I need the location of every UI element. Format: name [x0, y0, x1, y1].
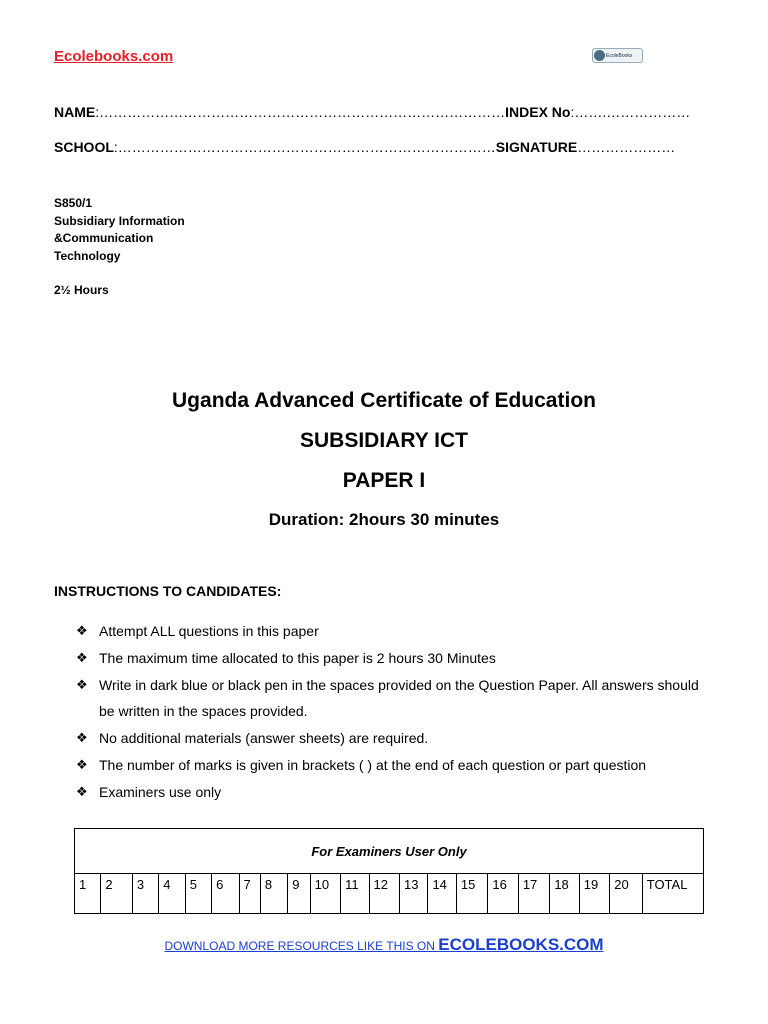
instruction-text: Write in dark blue or black pen in the spaces provided on the Question Paper. All answers should be written in the spaces provided. [99, 676, 699, 720]
instruction-item [76, 645, 716, 672]
paper-title: PAPER I [342, 469, 426, 492]
question-cell[interactable]: 20 [610, 874, 643, 914]
paper-subject-line-3: Technology [54, 248, 121, 263]
brand-link[interactable]: Ecolebooks.com [54, 48, 174, 65]
question-cell[interactable]: 19 [579, 874, 609, 914]
question-cell[interactable]: 17 [518, 874, 549, 914]
exam-title: Uganda Advanced Certificate of Education [172, 389, 596, 412]
question-cell[interactable]: 10 [310, 874, 340, 914]
instruction-item [76, 725, 716, 752]
instruction-text: Examiners use only [99, 783, 222, 800]
question-cell[interactable]: 18 [550, 874, 579, 914]
name-label: NAME [54, 104, 96, 120]
index-label: INDEX No [505, 104, 571, 120]
school-label: SCHOOL [54, 139, 114, 155]
school-field[interactable]: :……………………………………………………………………… [113, 139, 496, 155]
question-cell[interactable]: 15 [456, 874, 487, 914]
paper-code: S850/1 [54, 196, 93, 210]
examiners-caption: For Examiners User Only [75, 829, 704, 874]
ecolebooks-logo [592, 48, 643, 63]
bullet-icon: ❖ [76, 676, 88, 692]
bullet-icon: ❖ [76, 756, 88, 772]
subject-title: SUBSIDIARY ICT [299, 429, 469, 452]
bullet-icon: ❖ [76, 730, 88, 746]
question-cell[interactable]: 11 [341, 874, 369, 914]
logo-icon [594, 50, 605, 61]
instruction-text: Attempt ALL questions in this paper [99, 623, 319, 639]
name-field[interactable]: :…………………………………………………………………………… [95, 104, 506, 120]
footer-site: ECOLEBOOKS.COM [438, 935, 604, 954]
paper-subject-line-1: Subsidiary Information [54, 213, 185, 228]
question-cell[interactable]: 16 [488, 874, 518, 914]
name-index-row [54, 104, 720, 120]
paper-subject-line-2: &Communication [54, 231, 154, 245]
bullet-icon: ❖ [76, 783, 88, 799]
duration-title: Duration: 2hours 30 minutes [268, 510, 500, 529]
question-cell[interactable]: 9 [288, 874, 310, 914]
question-cell[interactable]: 5 [185, 874, 211, 914]
footer-download-link[interactable] [0, 935, 768, 955]
logo-label: EcoleBooks [606, 52, 633, 59]
question-cell[interactable]: 12 [369, 874, 399, 914]
paper-hours: 2½ Hours [54, 283, 109, 297]
instruction-text: The number of marks is given in brackets ( ) at the end of each question or part question [99, 756, 647, 773]
question-cell[interactable]: 13 [400, 874, 428, 914]
instruction-text: The maximum time allocated to this paper is 2 hours 30 Minutes [99, 649, 496, 666]
instruction-item [76, 672, 716, 726]
instruction-item [76, 752, 716, 779]
examiners-table [74, 828, 704, 914]
question-cell[interactable]: 4 [159, 874, 185, 914]
instructions-heading: INSTRUCTIONS TO CANDIDATES: [54, 583, 282, 599]
question-cell[interactable]: 7 [239, 874, 260, 914]
instruction-text: No additional materials (answer sheets) are required. [99, 730, 429, 747]
paper-info [54, 195, 185, 300]
question-cell[interactable]: 1 [75, 874, 101, 914]
bullet-icon: ❖ [76, 623, 88, 638]
signature-field[interactable]: ………………… [577, 139, 676, 155]
question-cell[interactable]: 3 [132, 874, 158, 914]
examiners-score-row [75, 874, 704, 914]
signature-label: SIGNATURE [495, 139, 578, 155]
question-cell[interactable]: 6 [212, 874, 239, 914]
footer-prefix: DOWNLOAD MORE RESOURCES LIKE THIS ON [164, 939, 439, 953]
instruction-item [76, 618, 716, 645]
bullet-icon: ❖ [76, 649, 88, 665]
instructions-list [76, 618, 716, 806]
question-cell[interactable]: 2 [101, 874, 132, 914]
school-signature-row [54, 139, 720, 155]
question-cell[interactable]: 14 [428, 874, 456, 914]
instruction-item [76, 779, 716, 806]
question-cell[interactable]: 8 [260, 874, 287, 914]
total-cell[interactable]: TOTAL [642, 874, 703, 914]
index-field[interactable]: :…….……………… [570, 104, 691, 120]
